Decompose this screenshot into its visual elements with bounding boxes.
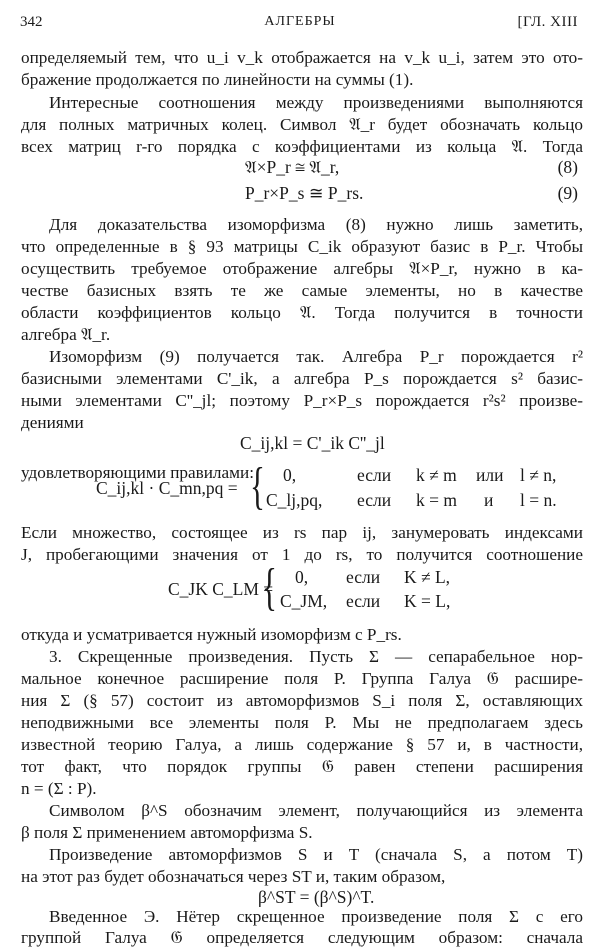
text-line: Интересные соотношения между произведениями выполняются [49,93,583,112]
left-brace: { [262,559,277,616]
text-line: известной теорию Галуа, а лишь содержание § 57 и, в частности, [21,735,583,754]
text-line: β поля Σ применением автоморфизма S. [21,823,313,842]
text-line: всех матриц r-го порядка с коэффициентами из кольца 𝔄. Тогда [21,137,583,156]
text-line: честве базисных взять те же самые элементы, но в качестве [21,281,583,300]
case-value: 0, [295,567,309,587]
case-value: C_lj,pq, [266,490,323,510]
text-line: Если множество, состоящее из rs пар ij, занумеровать индексами [21,523,583,542]
text-line: Для доказательства изоморфизма (8) нужно лишь заметить, [49,215,583,234]
text-line: неподвижными все элементы поля P. Мы не предполагаем здесь [21,713,583,732]
case-word: если [357,490,392,510]
left-brace: { [250,458,265,515]
text-line: на этот раз будет обозначаться через ST и, таким образом, [21,867,446,886]
case-word: если [357,465,392,485]
page-number: 342 [20,14,43,30]
case-condition: l ≠ n, [520,465,557,485]
case-word: если [346,591,381,611]
equation-rules-lhs: C_ij,kl · C_mn,pq = [96,478,238,498]
text-line: группой Галуа 𝔊 определяется следующим образом: сначала [21,928,583,947]
equation-jk-lhs: C_JK C_LM = [168,579,274,599]
equation-number-8: (8) [557,157,578,177]
case-word: или [476,465,504,485]
text-line: тот факт, что порядок группы 𝔊 равен степени расширения [21,757,583,776]
case-condition: K ≠ L, [404,567,451,587]
text-line: 3. Скрещенные произведения. Пусть Σ — сепарабельное нор- [49,647,583,666]
equation-number-9: (9) [557,183,578,203]
case-value: C_JM, [280,591,328,611]
equation-9: P_r×P_s ≅ P_rs. [245,183,364,203]
text-line: Символом β^S обозначим элемент, получающийся из элемента [49,801,583,820]
text-line: для полных матричных колец. Символ 𝔄_r будет обозначать кольцо [21,115,583,134]
text-line: ными элементами C''_jl; поэтому P_r×P_s порождается r²s² произве- [21,391,583,410]
text-line: осуществить требуемое отображение алгебры 𝔄×P_r, нужно в ка- [21,259,583,278]
text-line: Введенное Э. Нётер скрещенное произведение поля Σ с его [49,907,583,926]
running-title: АЛГЕБРЫ [264,14,336,29]
chapter-marker: [ГЛ. XIII [517,14,578,30]
case-word: и [484,490,494,510]
equation-st: β^ST = (β^S)^T. [258,887,375,907]
case-word: если [346,567,381,587]
text-line: Изоморфизм (9) получается так. Алгебра P_r порождается r² [49,347,583,366]
text-line: n = (Σ : P). [21,779,97,798]
text-line: бражение продолжается по линейности на суммы (1). [21,70,414,89]
case-condition: K = L, [404,591,451,611]
text-line: Произведение автоморфизмов S и T (сначала S, а потом T) [49,845,583,864]
text-line: базисными элементами C'_ik, а алгебра P_s порождается s² базис- [21,369,583,388]
text-line: J, пробегающими значения от 1 до rs, то получится соотношение [21,545,583,564]
text-line: области коэффициентов кольцо 𝔄. Тогда получится в точности [21,303,583,322]
text-line: алгебра 𝔄_r. [21,325,111,344]
equation-basis: C_ij,kl = C'_ik C''_jl [240,433,385,453]
equation-8: 𝔄×P_r ≅ 𝔄_r, [245,157,340,177]
text-line: определяемый тем, что u_i v_k отображается на v_k u_i, затем это ото- [21,48,583,67]
case-condition: l = n. [520,490,557,510]
text-line: ния Σ (§ 57) состоит из автоморфизмов S_i поля Σ, оставляющих [21,691,583,710]
text-line: дениями [21,413,84,432]
text-line: что определенные в § 93 матрицы C_ik образуют базис в P_r. Чтобы [21,237,583,256]
text-line: удовлетворяющими правилами: [21,463,254,482]
case-condition: k = m [416,490,457,510]
text-line: мальное конечное расширение поля P. Группа Галуа 𝔊 расшире- [21,669,583,688]
text-line: откуда и усматривается нужный изоморфизм с P_rs. [21,625,402,644]
case-value: 0, [283,465,297,485]
case-condition: k ≠ m [416,465,457,485]
